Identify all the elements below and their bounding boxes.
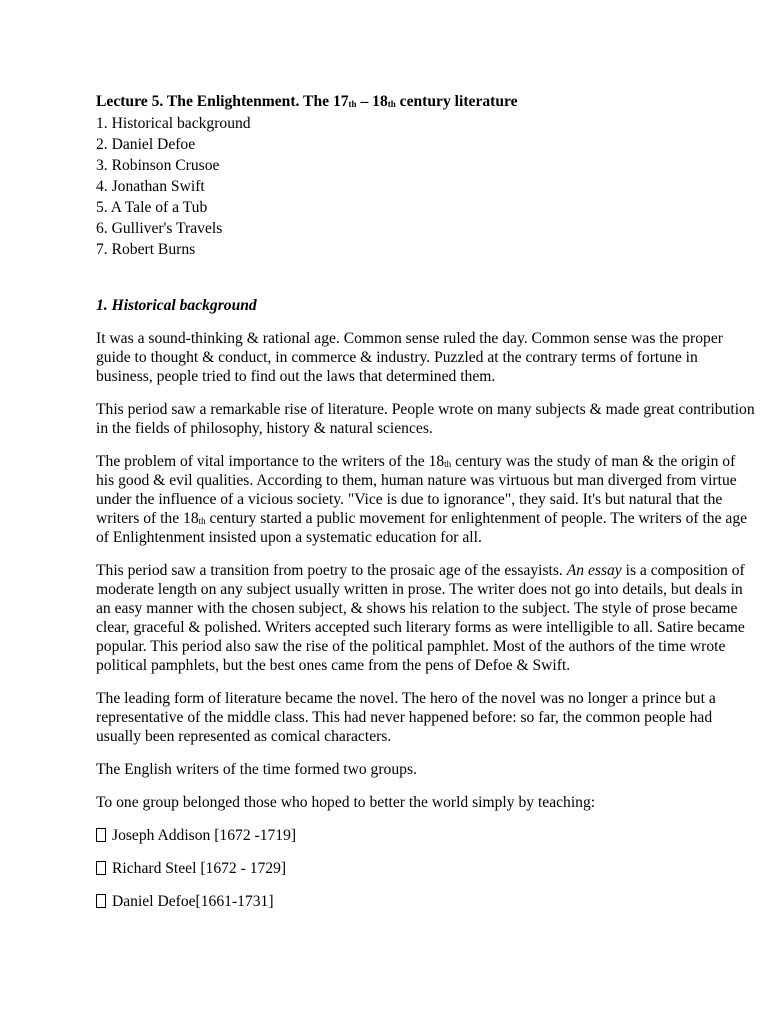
essay-term: An essay [566,562,622,579]
toc-item: 4. Jonathan Swift [96,178,205,195]
toc-item: 3. Robinson Crusoe [96,157,220,174]
list-item: Richard Steel [1672 - 1729] [96,859,756,878]
paragraph-rational-age: It was a sound-thinking & rational age. Common sense ruled the day. Common sense was the proper guide to thought & conduct, in commerce & industry. Puzzled at the contrary terms of fortune in business, people tried to find out the laws that determined them. [96,330,723,385]
paragraph-essayists: This period saw a transition from poetry to the prosaic age of the essayists. An essay is a composition of moderate length on any subject usually written in prose. The writer does not go into details, but deals in an easy manner with the chosen subject, & shows his relation to the subject. The style of prose became clear, graceful & polished. Writers accepted such literary forms as were intelligible to all. Satire became popular. This period also saw the rise of the political pamphlet. Most of the authors of the time wrote political pamphlets, but the best ones came from the pens of Defoe & Swift. [96,562,745,674]
section-heading: 1. Historical background [96,297,257,314]
title-suffix: century literature [395,93,518,110]
title-ordinal-2: th [387,99,396,109]
paragraph-two-groups: The English writers of the time formed two groups. [96,761,417,778]
title-middle: – 18 [356,93,388,110]
toc-item: 6. Gulliver's Travels [96,220,223,237]
missing-glyph-icon [96,894,106,908]
paragraph-rise-of-literature: This period saw a remarkable rise of literature. People wrote on many subjects & made great contribution in the fields of philosophy, history & natural sciences. [96,401,755,437]
toc-item: 7. Robert Burns [96,241,196,258]
paragraph-first-group: To one group belonged those who hoped to better the world simply by teaching: [96,794,596,811]
paragraph-study-of-man: The problem of vital importance to the writers of the $18_{th}$ century was the study of man & the origin of his good & evil qualities. According to them, human nature was virtuous but man diverged from virtue under the influence of a vicious society. "Vice is due to ignorance", they said. It's but natural that the writers of the $18_{th}$ century started a public movement for enlightenment of people. The writers of the age of Enlightenment insisted upon a systematic education for all. [96,453,748,546]
title-prefix: Lecture 5. The Enlightenment. The 17 [96,93,349,110]
writers-list [96,826,756,911]
paragraph-novel: The leading form of literature became the novel. The hero of the novel was no longer a prince but a representative of the middle class. This had never happened before: so far, the common people had usually been represented as comical characters. [96,690,716,745]
list-item: Daniel Defoe[1661-1731] [96,892,756,911]
table-of-contents [96,113,756,260]
toc-item: 2. Daniel Defoe [96,136,196,153]
missing-glyph-icon [96,828,106,842]
list-item: Joseph Addison [1672 -1719] [96,826,756,845]
title-ordinal-1: th [348,99,357,109]
missing-glyph-icon [96,861,106,875]
lecture-title [96,92,756,111]
toc-item: 1. Historical background [96,115,251,132]
toc-item: 5. A Tale of a Tub [96,199,208,216]
document-page [96,92,756,911]
